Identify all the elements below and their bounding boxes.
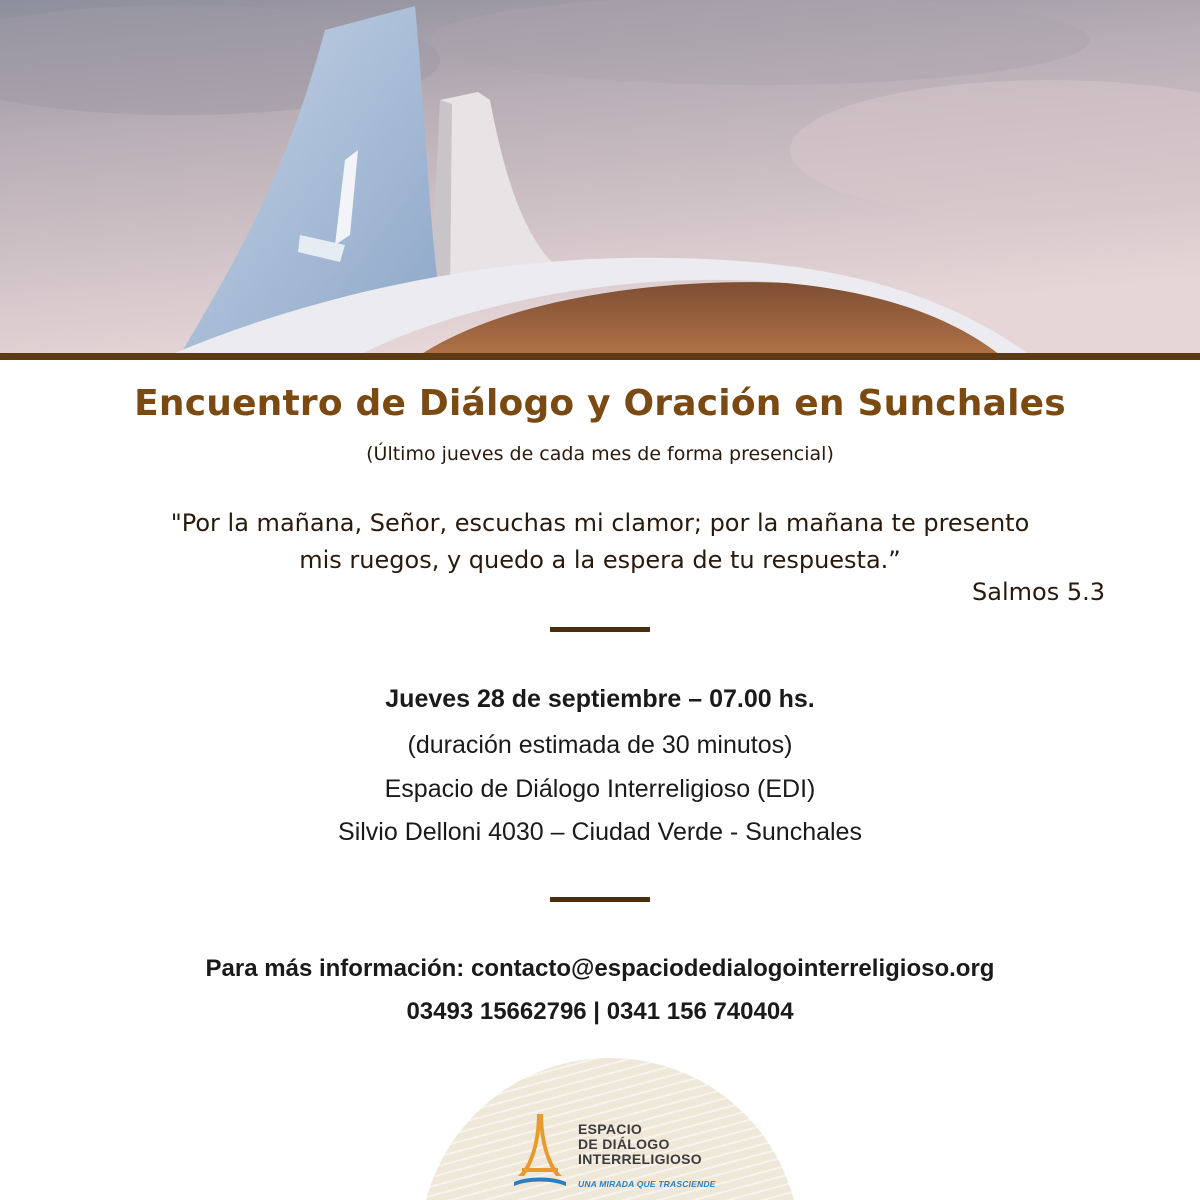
contact-phones: 03493 15662796 | 0341 156 740404 [406,998,794,1025]
contact-info: Para más información: contacto@espaciodedialogointerreligioso.org [205,955,995,982]
event-address: Silvio Delloni 4030 – Ciudad Verde - Sunchales [338,818,862,846]
event-venue: Espacio de Diálogo Interreligioso (EDI) [384,775,816,803]
organization-logo [420,1058,800,1200]
church-roof-illustration [0,0,1200,355]
temple-icon [510,1110,570,1190]
quote-line-1: "Por la mañana, Señor, escuchas mi clamor; por la mañana te presento [170,509,1030,537]
quote-line-2: mis ruegos, y quedo a la espera de tu respuesta.” [299,546,901,574]
section-divider [550,897,650,902]
quote-citation: Salmos 5.3 [972,578,1105,606]
hero-photo [0,0,1200,355]
event-subtitle: (Último jueves de cada mes de forma presencial) [366,443,834,465]
header-divider-bar [0,353,1200,360]
logo-tagline: UNA MIRADA QUE TRASCIENDE [578,1179,716,1189]
logo-line-2: DE DIÁLOGO [578,1136,670,1152]
event-duration: (duración estimada de 30 minutos) [407,731,793,759]
event-title: Encuentro de Diálogo y Oración en Sunchales [134,383,1066,424]
section-divider [550,627,650,632]
bible-quote [60,505,1140,579]
event-date-time: Jueves 28 de septiembre – 07.00 hs. [385,685,815,713]
logo-line-1: ESPACIO [578,1121,643,1137]
logo-wordmark [578,1122,702,1167]
logo-line-3: INTERRELIGIOSO [578,1151,702,1167]
